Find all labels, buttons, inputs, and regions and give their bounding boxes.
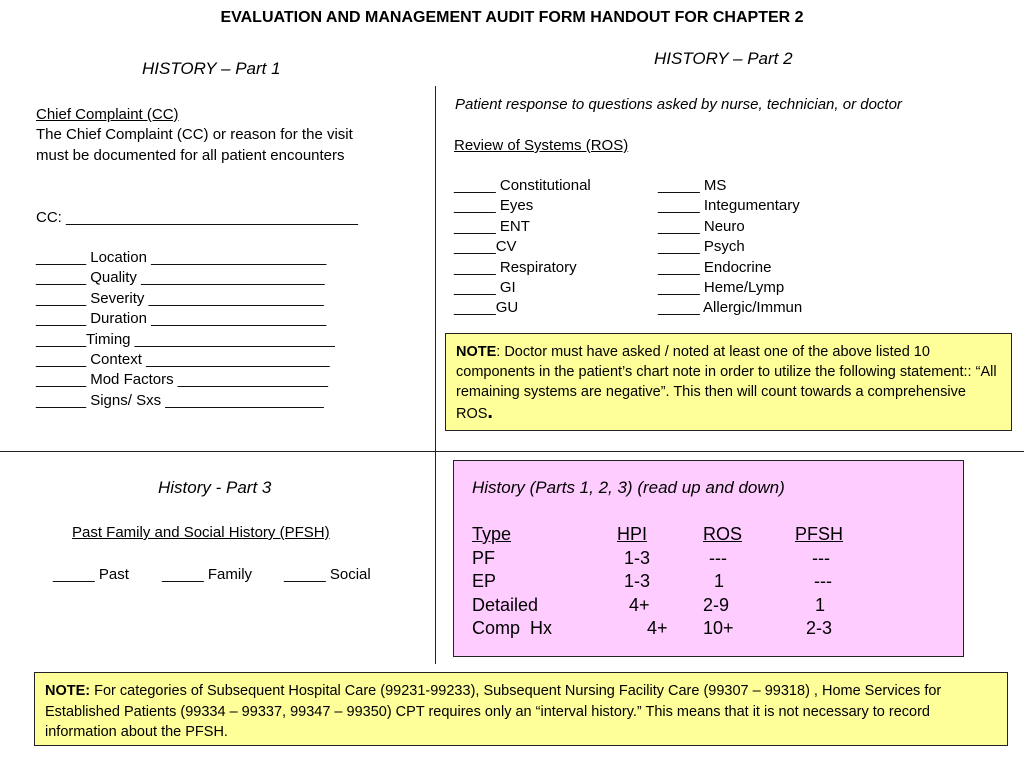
ros-item-eyes[interactable]: _____ Eyes: [454, 197, 534, 215]
summary-row-comp-type: Comp Hx: [472, 618, 553, 638]
ros-item-gu[interactable]: _____GU: [454, 299, 519, 317]
hpi-item-severity[interactable]: ______ Severity _____________________: [36, 289, 324, 307]
ros-item-heme-lymp[interactable]: _____ Heme/Lymp: [658, 278, 785, 296]
summary-header-ros: ROS: [703, 524, 743, 544]
summary-row-detailed-ros: 2-9: [703, 594, 730, 615]
ros-item-cv[interactable]: _____CV: [454, 238, 517, 256]
summary-row-comp-ros: 10+: [703, 618, 734, 638]
ros-item-endocrine[interactable]: _____ Endocrine: [658, 258, 772, 276]
summary-row-ep-ros: 1: [714, 571, 725, 591]
hpi-item-location[interactable]: ______ Location _____________________: [36, 249, 327, 266]
chief-complaint-desc-line1: The Chief Complaint (CC) or reason for the visit: [36, 126, 353, 143]
chief-complaint-label: Chief Complaint (CC): [36, 106, 179, 123]
ros-note-label: NOTE: [456, 344, 497, 360]
vertical-divider: [435, 86, 436, 664]
summary-row-comp-hpi: 4+: [647, 618, 668, 638]
ros-item-respiratory[interactable]: _____ Respiratory: [454, 258, 577, 276]
summary-row-ep-pfsh: ---: [814, 571, 832, 591]
ros-item-gi[interactable]: _____ GI: [454, 278, 516, 296]
chief-complaint-desc-line2: must be documented for all patient encounters: [36, 147, 345, 164]
pfsh-family[interactable]: _____ Family: [162, 566, 253, 583]
part2-heading: HISTORY – Part 2: [654, 49, 793, 68]
ros-item-allergic-immun[interactable]: _____ Allergic/Immun: [658, 299, 803, 317]
hpi-item-context[interactable]: ______ Context ______________________: [36, 350, 330, 368]
summary-row-comp-pfsh: 2-3: [806, 618, 833, 638]
bottom-note-box: [34, 672, 1008, 746]
pfsh-label: Past Family and Social History (PFSH): [72, 524, 330, 541]
summary-row-pf-ros: ---: [709, 547, 727, 568]
ros-item-ent[interactable]: _____ ENT: [454, 217, 530, 235]
summary-row-pf-hpi: 1-3: [624, 547, 651, 568]
part3-heading: History - Part 3: [158, 478, 272, 497]
hpi-item-duration[interactable]: ______ Duration _____________________: [36, 310, 327, 328]
ros-label: Review of Systems (ROS): [454, 137, 629, 154]
pfsh-social[interactable]: _____ Social: [284, 566, 371, 583]
ros-column-1: [454, 176, 591, 319]
summary-row-pf-type: PF: [472, 547, 496, 568]
bottom-note-text: For categories of Subsequent Hospital Care (99231-99233), Subsequent Nursing Facility Care (99307 – 99318) , Home Services for Established Patients (99334 – 99337, 99347 – 99350) CPT requires only an “interval history.” This means that it is not necessary to record information about the PFSH.: [45, 683, 942, 740]
hpi-list: [36, 248, 335, 411]
summary-header-type: Type: [472, 524, 512, 544]
summary-title: History (Parts 1, 2, 3) (read up and down): [472, 478, 785, 497]
ros-note-text: : Doctor must have asked / noted at least one of the above listed 10 components in the patient’s chart note in order to utilize the following statement:: “All remaining systems are negative”. This then will count towards a comprehensive ROS: [456, 344, 997, 422]
ros-note-box: [445, 333, 1012, 431]
summary-header-hpi: HPI: [617, 524, 648, 544]
hpi-item-timing[interactable]: ______Timing ________________________: [36, 330, 335, 348]
ros-note-end: .: [487, 401, 493, 423]
hpi-item-mod-factors[interactable]: ______ Mod Factors __________________: [36, 371, 328, 389]
ros-column-2: [658, 176, 802, 319]
ros-item-constitutional[interactable]: _____ Constitutional: [454, 177, 591, 194]
summary-row-detailed-pfsh: 1: [815, 594, 826, 615]
hpi-item-quality[interactable]: ______ Quality ______________________: [36, 269, 325, 287]
bottom-note-label: NOTE:: [45, 683, 91, 699]
summary-header-pfsh: PFSH: [795, 524, 844, 544]
horizontal-divider-left: [0, 451, 435, 452]
summary-row-detailed-type: Detailed: [472, 594, 539, 615]
summary-row-ep-hpi: 1-3: [624, 571, 651, 591]
ros-item-neuro[interactable]: _____ Neuro: [658, 217, 745, 235]
ros-item-integumentary[interactable]: _____ Integumentary: [658, 197, 800, 215]
ros-item-ms[interactable]: _____ MS: [658, 177, 727, 194]
horizontal-divider-right: [436, 451, 1024, 452]
ros-item-psych[interactable]: _____ Psych: [658, 238, 745, 256]
summary-row-pf-pfsh: ---: [812, 547, 830, 568]
summary-row-ep-type: EP: [472, 571, 497, 591]
hpi-item-signs-sxs[interactable]: ______ Signs/ Sxs ___________________: [36, 391, 324, 409]
page-title: EVALUATION AND MANAGEMENT AUDIT FORM HANDOUT FOR CHAPTER 2: [220, 9, 804, 26]
summary-row-detailed-hpi: 4+: [629, 594, 650, 615]
part1-heading: HISTORY – Part 1: [142, 59, 281, 78]
cc-field[interactable]: CC: ___________________________________: [36, 209, 358, 226]
part2-subtitle: Patient response to questions asked by nurse, technician, or doctor: [455, 96, 902, 113]
pfsh-past[interactable]: _____ Past: [53, 566, 129, 583]
